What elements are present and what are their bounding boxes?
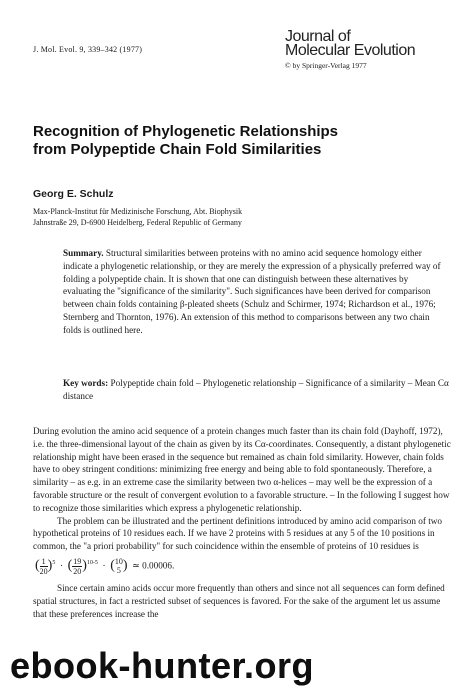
formula-binomial: 10 5 bbox=[114, 557, 123, 576]
affiliation-line-2: Jahnstraße 29, D-6900 Heidelberg, Federal Republic of Germany bbox=[33, 218, 242, 227]
title-line-1: Recognition of Phylogenetic Relationships bbox=[33, 123, 339, 140]
watermark: ebook-hunter.org bbox=[10, 645, 314, 686]
author-affiliation bbox=[33, 206, 453, 228]
copyright-notice: © by Springer-Verlag 1977 bbox=[285, 61, 367, 70]
journal-citation: J. Mol. Evol. 9, 339–342 (1977) bbox=[33, 45, 143, 54]
keywords bbox=[63, 377, 453, 403]
formula-result: ≃ 0.00006. bbox=[132, 560, 175, 571]
paper-title bbox=[33, 123, 433, 159]
abstract-label: Summary. bbox=[63, 248, 104, 258]
body-paragraph-2: The problem can be illustrated and the pertinent definitions introduced by amino acid comparison of two hypothetical proteins of 10 residues each. If we have 2 proteins with 5 residues at any 5 of the 10 positions in common, the "a priori probability" for such coincidence within the ensemble of proteins of 10 residues is bbox=[33, 515, 443, 552]
probability-formula: ( $\frac{1}{20})^5$ · ( $\frac{19}{20})^{10-5}$ · ( 10 5 ) ≃ 0.00006. bbox=[35, 556, 175, 576]
author-name: Georg E. Schulz bbox=[33, 188, 114, 200]
affiliation-line-1: Max-Planck-Institut für Medizinische Forschung, Abt. Biophysik bbox=[33, 207, 243, 216]
body-paragraph-1: During evolution the amino acid sequence of a protein changes much faster than its chain fold (Dayhoff, 1972), i.e. the three-dimensional layout of the chain as given by its Cα-coordinates. Consequently, a distant phylogenetic relationship might have been erased in the sequence but remained as chain fold similarity. However, chain folds have to obey stringent conditions: minimizing free energy and being able to fold spontaneously. Therefore, a similarity – as e.g. in an extreme case the similarity between two α-helices – may well be the expression of a favorable structure or the result of convergent evolution to a favorable structure. – In the following I suggest how to recognize those similarities which express a phylogenetic relationship. bbox=[33, 426, 451, 513]
abstract bbox=[63, 247, 446, 337]
journal-logo bbox=[285, 30, 415, 58]
title-line-2: from Polypeptide Chain Fold Similarities bbox=[33, 141, 322, 158]
journal-name-line2: Molecular Evolution bbox=[285, 42, 416, 59]
body-paragraph-3: Since certain amino acids occur more frequently than others and since not all sequences can form defined spatial structures, in fact a restricted subset of sequences is favored. For the sake of the argument let us assume that these preferences increase the bbox=[33, 582, 445, 619]
keywords-label: Key words: bbox=[63, 378, 109, 388]
formula-fraction-2: $\frac{19}{20}$ bbox=[73, 556, 82, 576]
journal-name-line1: Journal of bbox=[285, 28, 351, 45]
abstract-text: Structural similarities between proteins with no amino acid sequence homology either indicate a phylogenetic relationship, or they are merely the expression of a physically preferred way of folding a polypeptide chain. It is shown that one can distinguish between these alternatives by evaluating the "significance of the similarity". Such significances have been derived for comparison between chain folds containing β-pleated sheets (Schulz and Schirmer, 1974; Richardson et al., 1976; Sternberg and Thornton, 1976). An extension of this method to comparisons between any two chain folds is outlined here. bbox=[63, 248, 441, 335]
body-text bbox=[33, 425, 453, 620]
keywords-text: Polypeptide chain fold – Phylogenetic relationship – Significance of a similarity – Mean Cα distance bbox=[63, 378, 449, 401]
formula-fraction-1: $\frac{1}{20}$ bbox=[39, 556, 48, 576]
